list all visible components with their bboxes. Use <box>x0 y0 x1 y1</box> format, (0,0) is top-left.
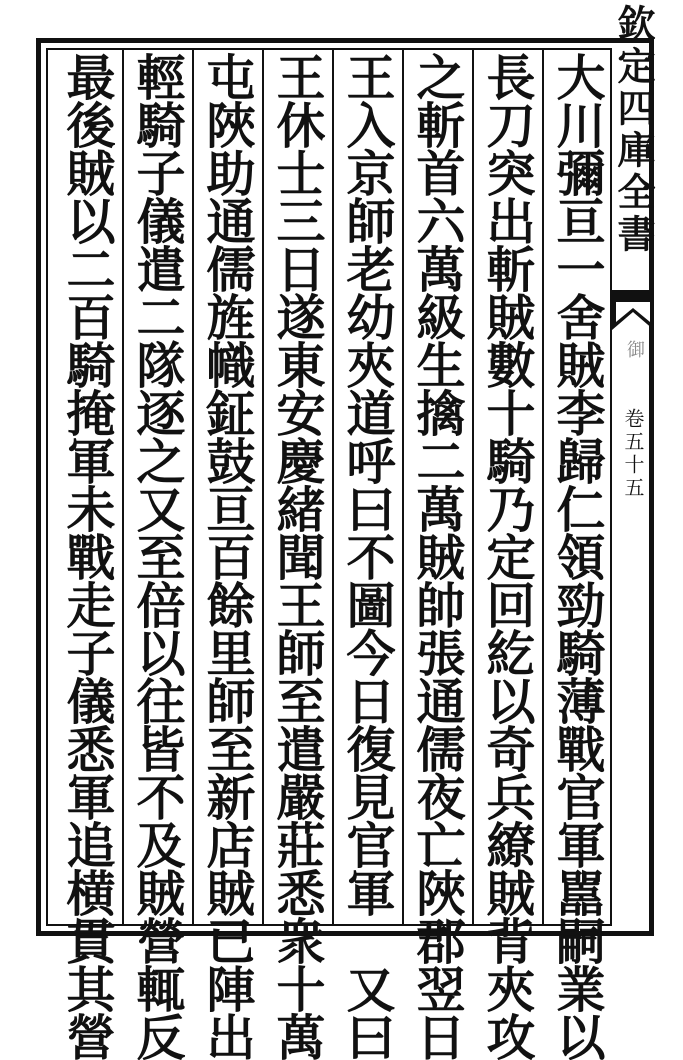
faint-seal-text-label: 御 <box>624 340 645 357</box>
text-column-6 <box>197 52 259 1060</box>
text-column-8 <box>57 52 119 1060</box>
text-column-5 <box>267 52 329 1060</box>
text-column-7 <box>127 52 189 1060</box>
text-column-1-text: 大川彌亘一舍賊李歸仁領勁騎薄戰官軍嚚嗣業以 <box>549 52 607 1060</box>
collection-title <box>612 4 654 256</box>
column-divider <box>332 48 334 926</box>
column-divider <box>542 48 544 926</box>
text-column-6-text: 屯陜助通儒旌幟鉦鼓亘百餘里師至新店賊已陣出 <box>199 52 257 1060</box>
text-column-4-text: 王入京師老幼夾道呼曰不圖今日復見官軍 又曰 <box>339 52 397 1060</box>
column-divider <box>122 48 124 926</box>
collection-title-text: 欽定四庫全書 <box>611 4 656 256</box>
volume-number <box>612 408 654 500</box>
text-column-3-text: 之斬首六萬級生擒二萬賊帥張通儒夜亡陜郡翌日 <box>409 52 467 1060</box>
column-divider <box>402 48 404 926</box>
column-divider <box>262 48 264 926</box>
faint-seal-text <box>618 340 650 357</box>
text-column-7-text: 輕騎子儀遣二隊逐之又至倍以往皆不及賊營輒反 <box>129 52 187 1060</box>
text-column-2-text: 長刀突出斬賊數十騎乃定回紇以奇兵繚賊背夾攻 <box>479 52 537 1060</box>
text-column-2 <box>477 52 539 1060</box>
text-column-4 <box>337 52 399 1060</box>
text-column-8-text: 最後賊以二百騎掩軍未戰走子儀悉軍追横貫其營 <box>59 52 117 1060</box>
volume-number-text: 卷五十五 <box>621 408 645 500</box>
text-column-5-text: 王休士三日遂東安慶緒聞王師至遣嚴莊悉衆十萬 <box>269 52 327 1060</box>
text-column-1 <box>547 52 609 1060</box>
column-divider <box>192 48 194 926</box>
column-divider <box>472 48 474 926</box>
text-column-3 <box>407 52 469 1060</box>
